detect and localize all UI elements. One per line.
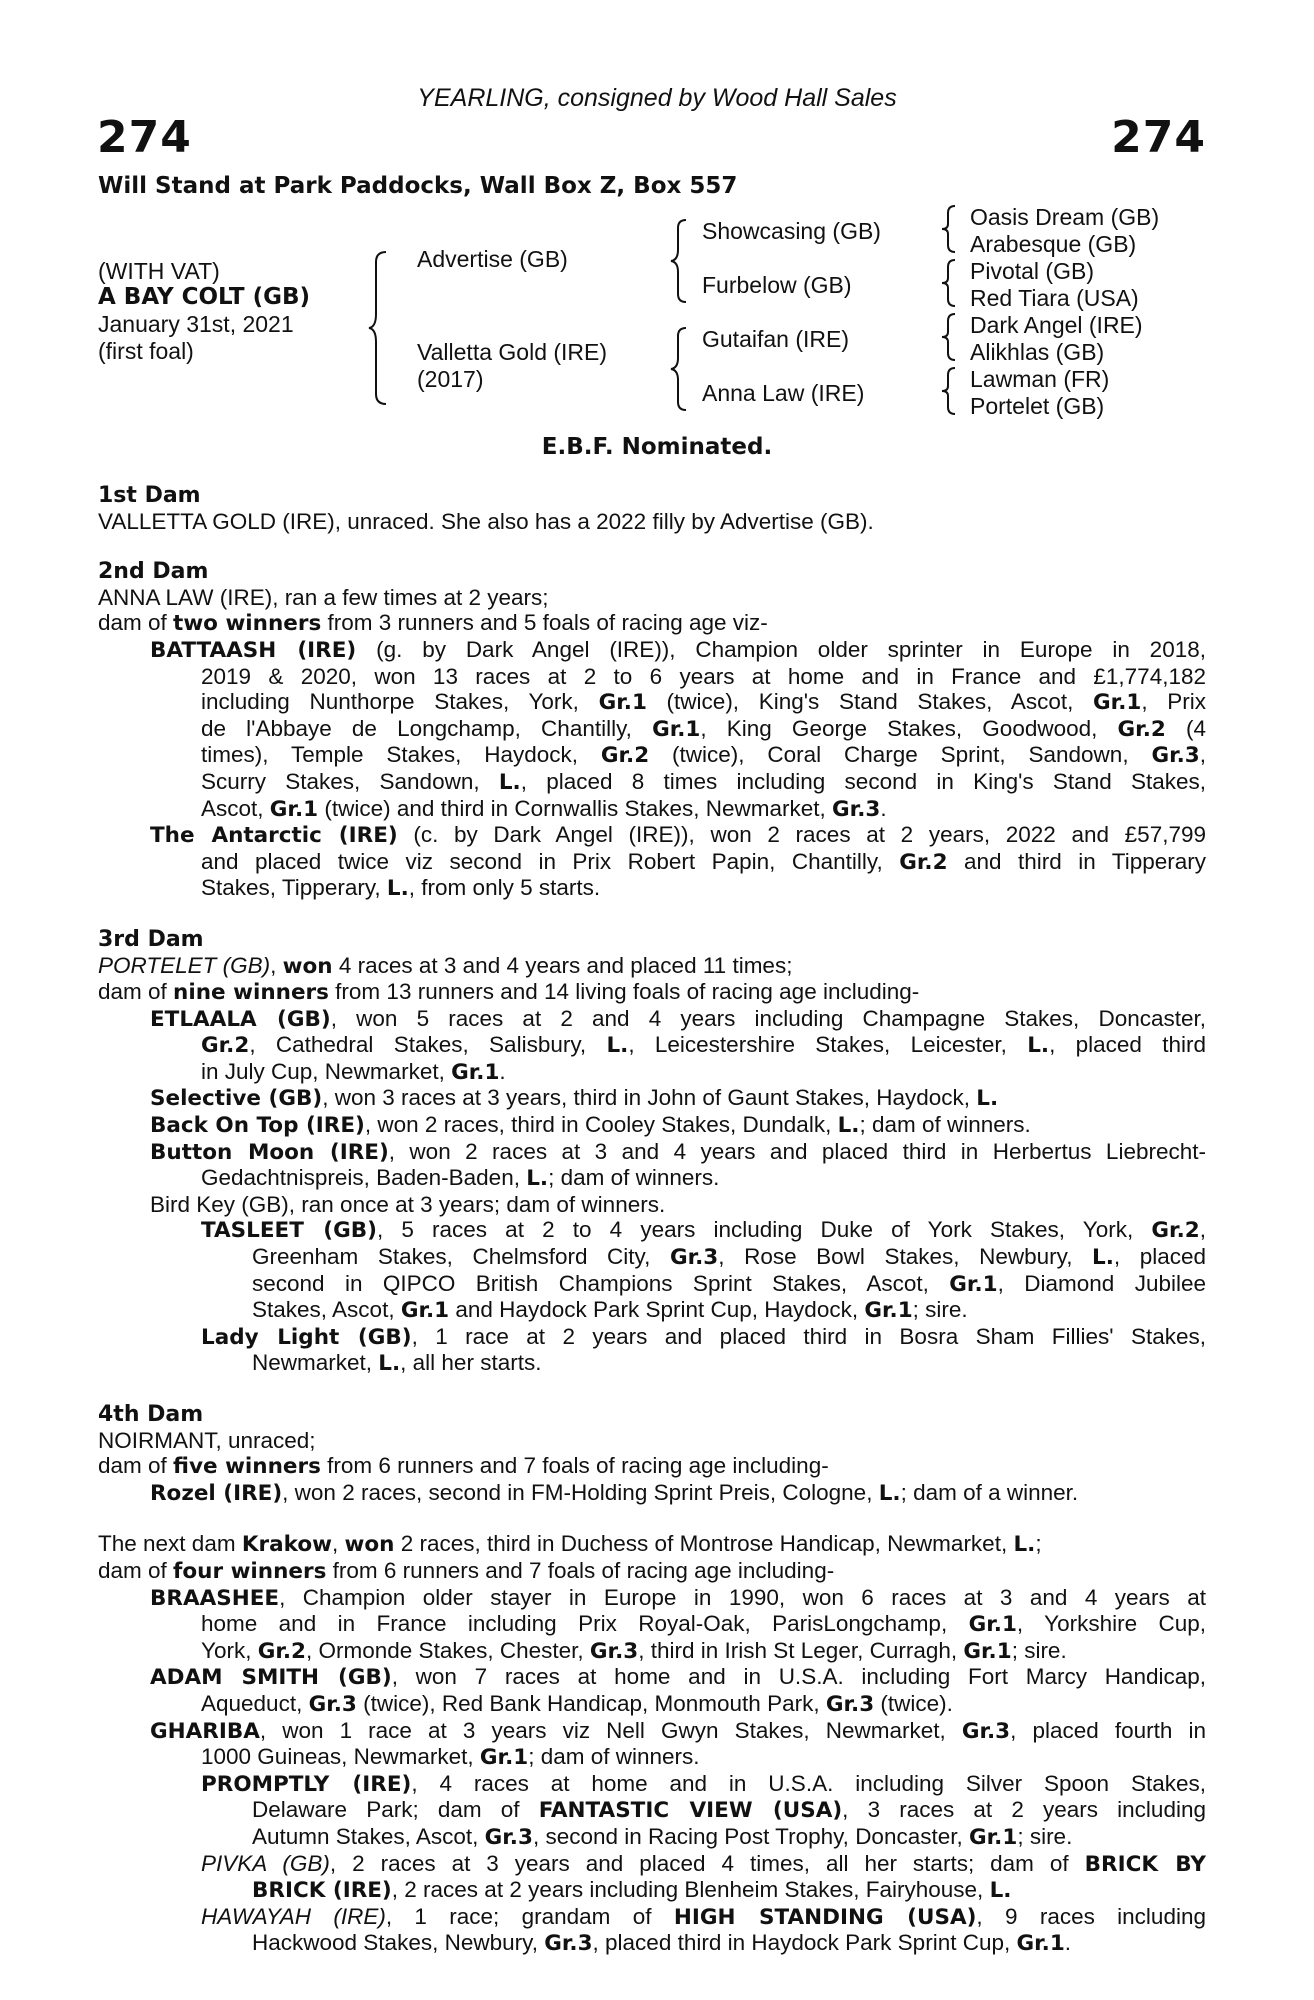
produce-promptly: Delaware Park; dam of FANTASTIC VIEW (USA), 3 races at 2 years including xyxy=(252,1797,1206,1824)
third-dam-text: PORTELET (GB), won 4 races at 3 and 4 years and placed 11 times; xyxy=(98,952,793,979)
produce-battaash: times), Temple Stakes, Haydock, Gr.2 (twice), Coral Charge Sprint, Sandown, Gr.3, xyxy=(201,742,1207,769)
pedigree-brace-dam xyxy=(670,324,692,414)
produce-adam-smith: Aqueduct, Gr.3 (twice), Red Bank Handicap, Monmouth Park, Gr.3 (twice). xyxy=(201,1690,953,1717)
produce-battaash: Ascot, Gr.1 (twice) and third in Cornwallis Stakes, Newmarket, Gr.3. xyxy=(201,795,887,822)
produce-rozel: Rozel (IRE), won 2 races, second in FM-Holding Sprint Preis, Cologne, L.; dam of a winner. xyxy=(150,1479,1079,1506)
lot-number-left: 274 xyxy=(97,112,192,163)
produce-the-antarctic: Stakes, Tipperary, L., from only 5 starts. xyxy=(201,875,601,902)
produce-battaash: 2019 & 2020, won 13 races at 2 to 6 years at home and in France and £1,774,182 xyxy=(201,663,1206,689)
produce-hawayah: HAWAYAH (IRE), 1 race; grandam of HIGH STANDING (USA), 9 races including xyxy=(201,1903,1206,1930)
pedigree-brace-g4 xyxy=(940,365,962,417)
first-dam-text: VALLETTA GOLD (IRE), unraced. She also has a 2022 filly by Advertise (GB). xyxy=(98,508,874,534)
produce-hawayah: Hackwood Stakes, Newbury, Gr.3, placed third in Haydock Park Sprint Cup, Gr.1. xyxy=(252,1930,1072,1957)
dam-sire: Gutaifan (IRE) xyxy=(702,326,849,352)
produce-battaash: Scurry Stakes, Sandown, L., placed 8 times including second in King's Stand Stakes, xyxy=(201,768,1206,795)
produce-button-moon: Gedachtnispreis, Baden-Baden, L.; dam of winners. xyxy=(201,1165,720,1192)
produce-button-moon: Button Moon (IRE), won 2 races at 3 and 4 years and placed third in Herbertus Liebrecht- xyxy=(150,1138,1206,1165)
produce-tasleet: Greenham Stakes, Chelmsford City, Gr.3, Rose Bowl Stakes, Newbury, L., placed xyxy=(252,1244,1207,1271)
lot-number-right: 274 xyxy=(1111,112,1206,163)
produce-etlaala: ETLAALA (GB), won 5 races at 2 and 4 years including Champagne Stakes, Doncaster, xyxy=(150,1005,1206,1032)
granddam-4: Portelet (GB) xyxy=(970,393,1105,419)
produce-battaash: de l'Abbaye de Longchamp, Chantilly, Gr.1, King George Stakes, Goodwood, Gr.2 (4 xyxy=(201,715,1206,742)
sire-sire: Showcasing (GB) xyxy=(702,218,881,244)
produce-promptly: Autumn Stakes, Ascot, Gr.3, second in Racing Post Trophy, Doncaster, Gr.1; sire. xyxy=(252,1823,1073,1850)
produce-the-antarctic: The Antarctic (IRE) (c. by Dark Angel (IRE)), won 2 races at 2 years, 2022 and £57,799 xyxy=(150,822,1206,849)
third-dam-produce: dam of nine winners from 13 runners and 14 living foals of racing age including- xyxy=(98,979,920,1006)
consignment-line: YEARLING, consigned by Wood Hall Sales xyxy=(417,84,897,112)
ebf-nomination: E.B.F. Nominated. xyxy=(541,434,773,460)
grandsire-2: Pivotal (GB) xyxy=(970,258,1094,284)
dam-dam: Anna Law (IRE) xyxy=(702,380,865,406)
produce-ghariba: GHARIBA, won 1 race at 3 years viz Nell Gwyn Stakes, Newmarket, Gr.3, placed fourth in xyxy=(150,1717,1206,1744)
produce-braashee: home and in France including Prix Royal-Oak, ParisLongchamp, Gr.1, Yorkshire Cup, xyxy=(201,1611,1206,1638)
next-dam-produce: dam of four winners from 6 runners and 7 foals of racing age including- xyxy=(98,1557,835,1584)
pedigree-brace-sire xyxy=(670,216,692,306)
second-dam-text: ANNA LAW (IRE), ran a few times at 2 years; xyxy=(98,584,549,610)
produce-battaash: including Nunthorpe Stakes, York, Gr.1 (twice), King's Stand Stakes, Ascot, Gr.1, Prix xyxy=(201,689,1206,716)
dam-name: Valletta Gold (IRE) xyxy=(417,339,608,365)
pedigree-brace-g2 xyxy=(940,257,962,309)
fourth-dam-produce: dam of five winners from 6 runners and 7 foals of racing age including- xyxy=(98,1453,829,1480)
third-dam-heading: 3rd Dam xyxy=(98,926,204,952)
produce-battaash: BATTAASH (IRE) (g. by Dark Angel (IRE)), Champion older sprinter in Europe in 2018, xyxy=(150,636,1206,663)
second-dam-heading: 2nd Dam xyxy=(98,559,209,585)
produce-record xyxy=(98,483,1206,1957)
granddam-2: Red Tiara (USA) xyxy=(970,285,1139,311)
pedigree-brace-g3 xyxy=(940,311,962,363)
grandsire-1: Oasis Dream (GB) xyxy=(970,204,1160,230)
produce-pivka: PIVKA (GB), 2 races at 3 years and placed 4 times, all her starts; dam of BRICK BY xyxy=(201,1850,1206,1877)
grandsire-4: Lawman (FR) xyxy=(970,366,1110,392)
second-dam-produce: dam of two winners from 3 runners and 5 foals of racing age viz- xyxy=(98,610,768,637)
horse-name: A BAY COLT (GB) xyxy=(98,284,311,310)
produce-selective: Selective (GB), won 3 races at 3 years, third in John of Gaunt Stakes, Haydock, L. xyxy=(150,1085,999,1112)
sire-name: Advertise (GB) xyxy=(417,246,568,272)
produce-ghariba: 1000 Guineas, Newmarket, Gr.1; dam of winners. xyxy=(201,1744,700,1771)
foal-note: (first foal) xyxy=(98,338,194,364)
produce-tasleet: second in QIPCO British Champions Sprint Stakes, Ascot, Gr.1, Diamond Jubilee xyxy=(252,1270,1206,1297)
produce-tasleet: TASLEET (GB), 5 races at 2 to 4 years including Duke of York Stakes, York, Gr.2, xyxy=(201,1217,1206,1244)
produce-lady-light: Lady Light (GB), 1 race at 2 years and placed third in Bosra Sham Fillies' Stakes, xyxy=(201,1323,1206,1350)
dam-year: (2017) xyxy=(417,366,484,392)
produce-promptly: PROMPTLY (IRE), 4 races at home and in U.S.A. including Silver Spoon Stakes, xyxy=(201,1770,1206,1797)
produce-etlaala: in July Cup, Newmarket, Gr.1. xyxy=(201,1058,506,1085)
fourth-dam-heading: 4th Dam xyxy=(98,1402,204,1427)
pedigree-brace-main xyxy=(368,248,392,408)
vat-note: (WITH VAT) xyxy=(98,258,220,284)
fourth-dam-text: NOIRMANT, unraced; xyxy=(98,1427,316,1453)
produce-braashee: BRAASHEE, Champion older stayer in Europe in 1990, won 6 races at 3 and 4 years at xyxy=(150,1584,1206,1611)
produce-back-on-top: Back On Top (IRE), won 2 races, third in Cooley Stakes, Dundalk, L.; dam of winners. xyxy=(150,1112,1031,1139)
produce-the-antarctic: and placed twice viz second in Prix Robert Papin, Chantilly, Gr.2 and third in Tipperary xyxy=(201,848,1206,875)
produce-bird-key: Bird Key (GB), ran once at 3 years; dam of winners. xyxy=(150,1191,666,1217)
next-dam-text: The next dam Krakow, won 2 races, third in Duchess of Montrose Handicap, Newmarket, L.; xyxy=(98,1531,1042,1558)
foaling-date: January 31st, 2021 xyxy=(98,311,294,337)
grandsire-3: Dark Angel (IRE) xyxy=(970,312,1143,338)
produce-etlaala: Gr.2, Cathedral Stakes, Salisbury, L., Leicestershire Stakes, Leicester, L., placed third xyxy=(201,1032,1206,1059)
granddam-1: Arabesque (GB) xyxy=(970,231,1137,257)
pedigree-brace-g1 xyxy=(940,203,962,255)
granddam-3: Alikhlas (GB) xyxy=(970,339,1105,365)
stabling-location: Will Stand at Park Paddocks, Wall Box Z, Box 557 xyxy=(98,173,738,199)
sire-dam: Furbelow (GB) xyxy=(702,272,852,298)
produce-lady-light: Newmarket, L., all her starts. xyxy=(252,1350,542,1377)
produce-pivka: BRICK (IRE), 2 races at 2 years including Blenheim Stakes, Fairyhouse, L. xyxy=(252,1877,1012,1904)
first-dam-heading: 1st Dam xyxy=(98,483,201,508)
produce-adam-smith: ADAM SMITH (GB), won 7 races at home and in U.S.A. including Fort Marcy Handicap, xyxy=(150,1664,1207,1691)
produce-tasleet: Stakes, Ascot, Gr.1 and Haydock Park Sprint Cup, Haydock, Gr.1; sire. xyxy=(252,1297,968,1324)
produce-braashee: York, Gr.2, Ormonde Stakes, Chester, Gr.3, third in Irish St Leger, Curragh, Gr.1; sire. xyxy=(201,1637,1067,1664)
